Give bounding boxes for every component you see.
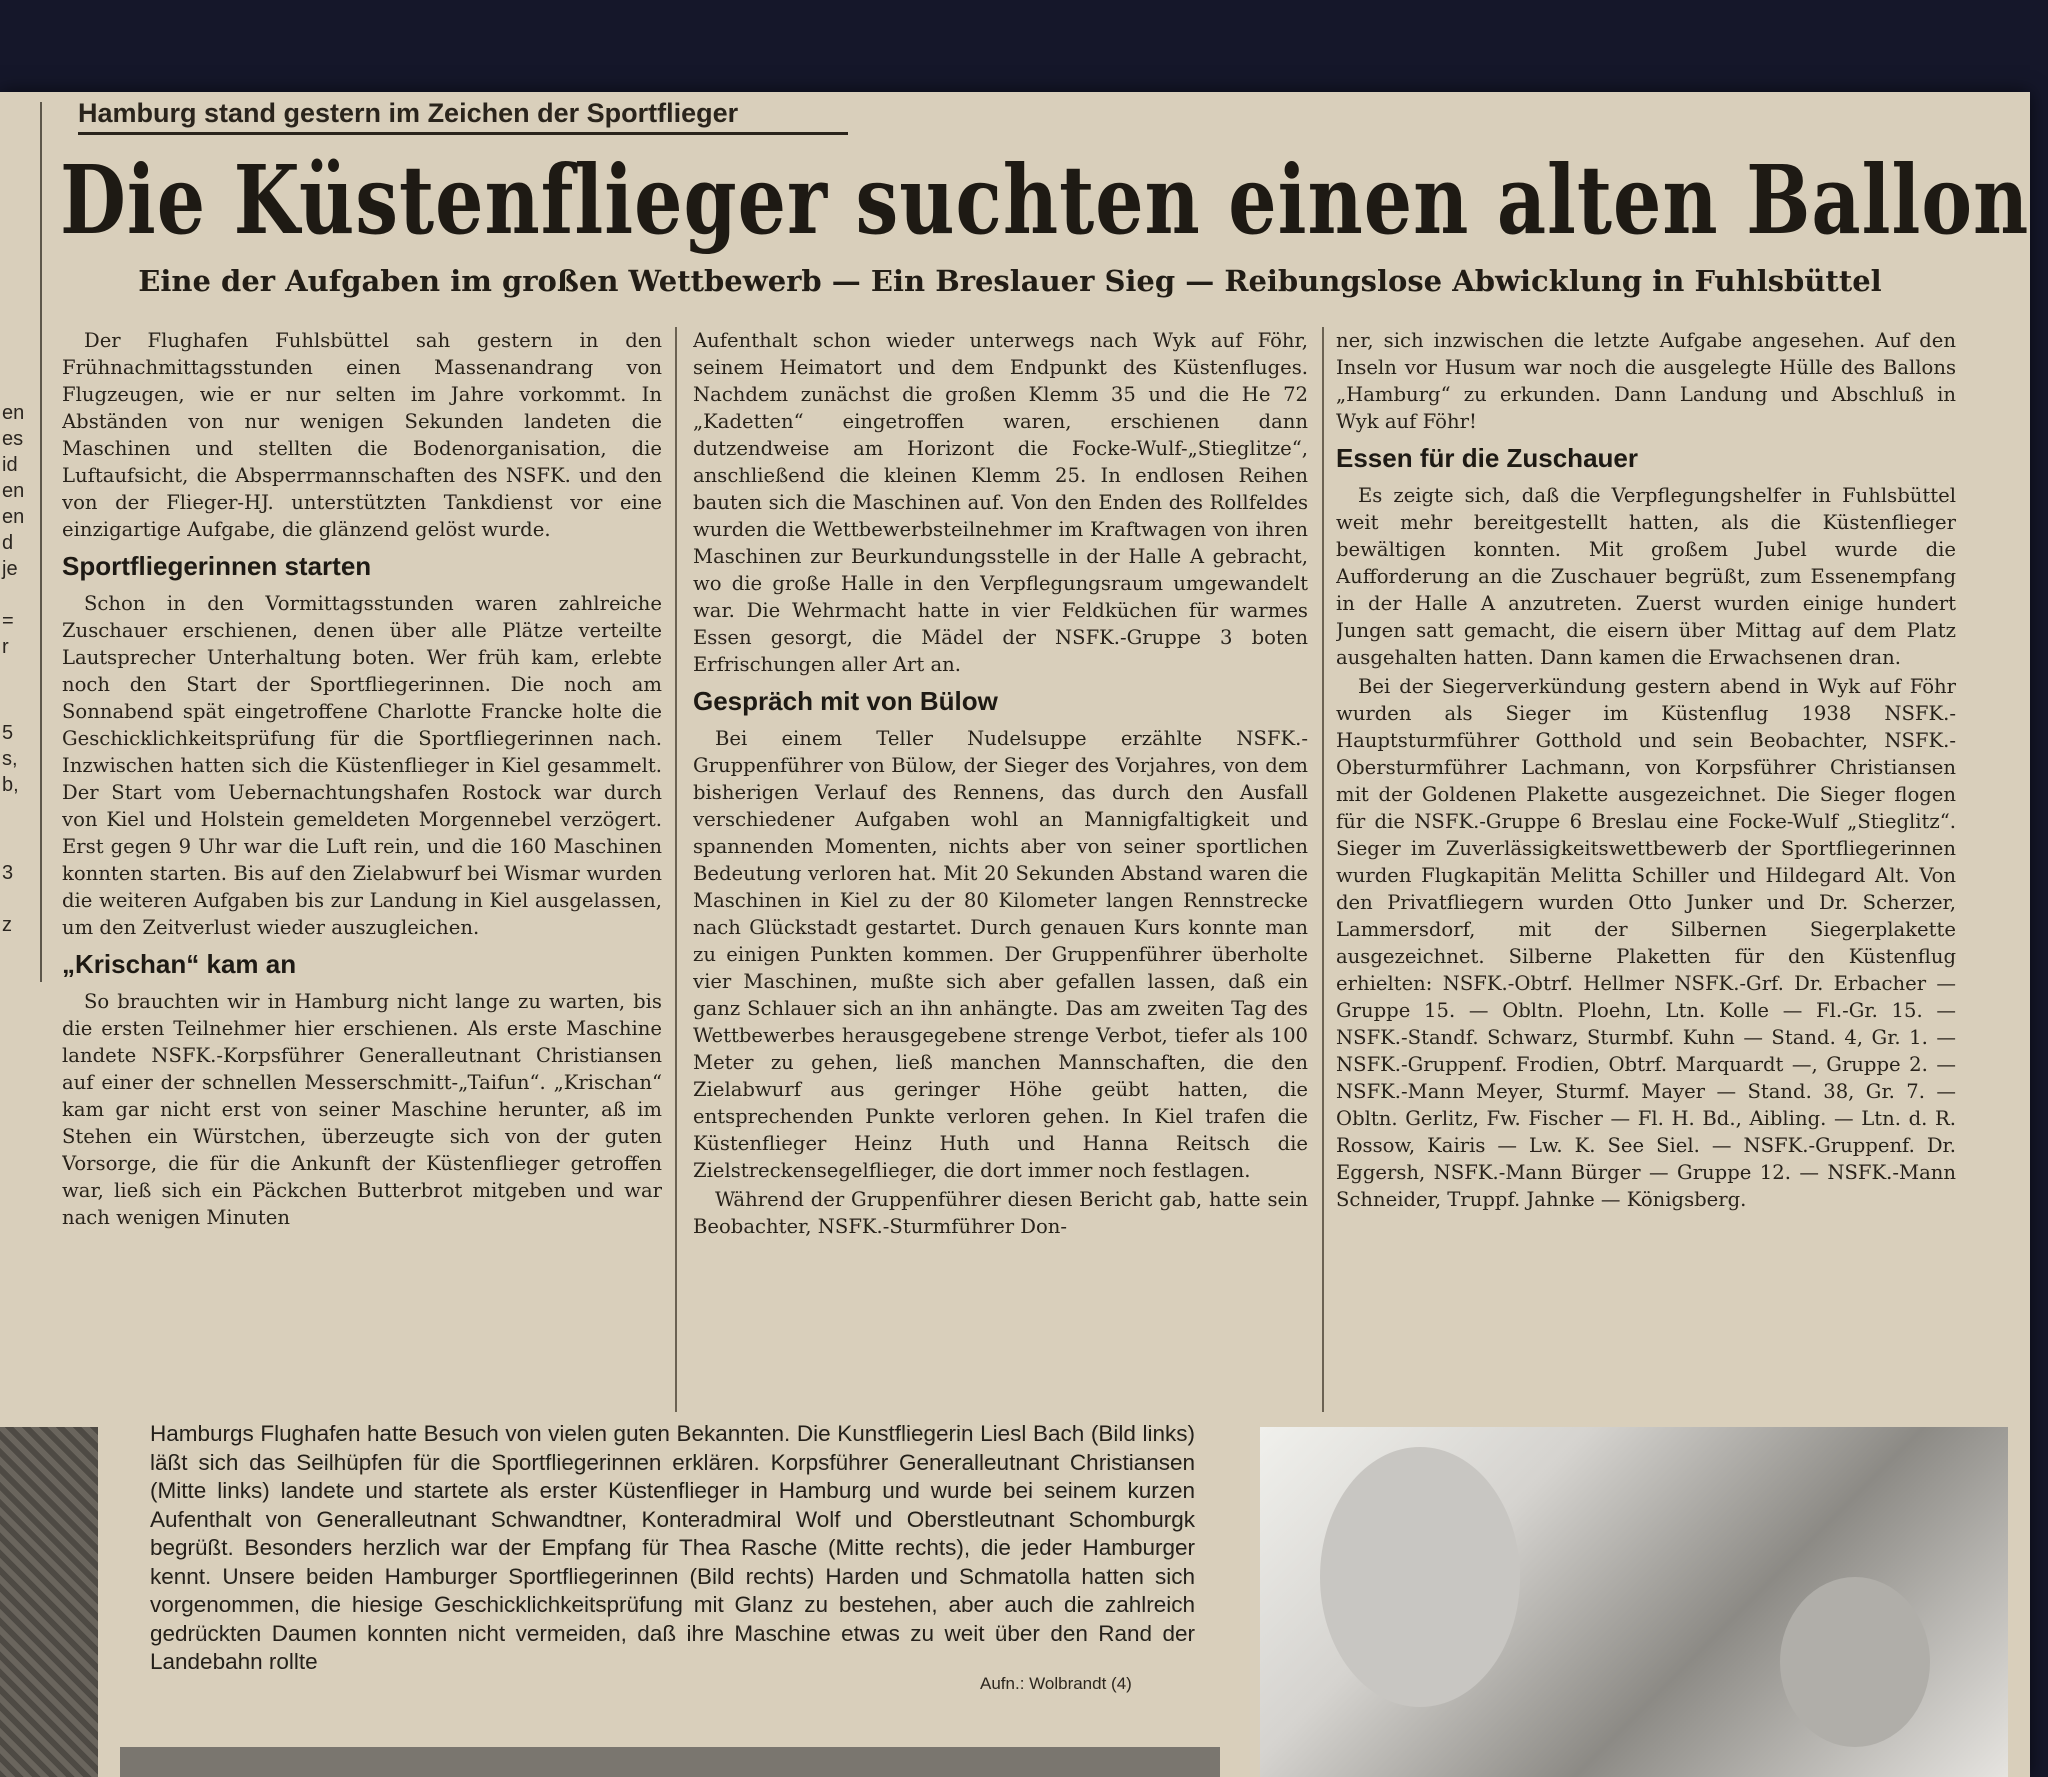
section-heading: „Krischan“ kam an bbox=[62, 949, 297, 979]
photo-credit: Aufn.: Wolbrandt (4) bbox=[980, 1674, 1132, 1693]
paragraph: Bei der Siegerverkündung gestern abend in Wyk auf Föhr wurden als Sieger im Küstenflug 1938 NSFK.-Hauptsturmführer Gotthold und sein Beobachter, NSFK.-Obersturmführer Lachmann, von Korpsführer Christiansen mit der Goldenen Plakette ausgezeichnet. Die Sieger flogen für die NSFK.-Gruppe 6 Breslau eine Focke-Wulf „Stieglitz“. Sieger im Zuverlässigkeitswettbewerb der Sportfliegerinnen wurden Flugkapitän Melitta Schiller und Hildegard Alt. Von den Privatfliegern wurden Otto Junker und Dr. Scherzer, Lammersdorf, mit der Silbernen Siegerplakette ausgezeichnet. Silberne Plaketten für den Küstenflug erhielten: NSFK.-Obtrf. Hellmer NSFK.-Grf. Dr. Erbacher — Gruppe 15. — Obltn. Ploehn, Ltn. Kolle — Fl.-Gr. 15. — NSFK.-Standf. Schwarz, Sturmbf. Kuhn — Stand. 4, Gr. 1. — NSFK.-Gruppenf. Frodien, Obtrf. Marquardt —, Gruppe 2. — NSFK.-Mann Meyer, Sturmf. Mayer — Stand. 38, Gr. 7. — Obltn. Gerlitz, Fw. Fischer — Fl. H. Bd., Aibling. — Ltn. d. R. Rossow, Kairis — Lw. K. See Siel. — NSFK.-Gruppenf. Dr. Eggersh, NSFK.-Mann Bürger — Gruppe 12. — NSFK.-Mann Schneider, Truppf. Jahnke — Königsberg. bbox=[1336, 675, 1956, 1211]
fragment-text: 3 bbox=[2, 862, 14, 884]
photo-strip bbox=[120, 1747, 1220, 1777]
fragment-text: d bbox=[2, 532, 14, 554]
column-rule bbox=[1322, 327, 1324, 1412]
paragraph: Bei einem Teller Nudelsuppe erzählte NSFK.-Gruppenführer von Bülow, der Sieger des Vorjahres, von dem bisherigen Verlauf des Rennens, das durch den Ausfall verschiedener Aufgaben wohl an Mannigfaltigkeit und spannenden Momenten, nichts aber von seiner sportlichen Bedeutung verloren hat. Mit 20 Sekunden Abstand waren die Maschinen in Kiel zu der 80 Kilometer langen Rennstrecke nach Glückstadt gestartet. Durch genauen Kurs konnte man zu einigen Punkten kommen. Der Gruppenführer überholte vier Maschinen, mußte sich aber gefallen lassen, daß ein ganz Schlauer sich an ihn anhängte. Das am zweiten Tag des Wettbewerbes herausgegebene strenge Verbot, tiefer als 100 Meter zu gehen, ließ manchen Mannschaften, die den Zielabwurf aus geringer Höhe geübt hatten, die entsprechenden Punkte verloren gehen. In Kiel trafen die Küstenflieger Heinz Huth und Hanna Reitsch die Zielstreckensegelflieger, die dort immer noch festlagen. bbox=[693, 727, 1308, 1182]
fragment-text: je bbox=[2, 558, 18, 580]
photo-figure bbox=[1780, 1577, 1930, 1747]
adjacent-column-fragment bbox=[0, 102, 42, 982]
article-column-1 bbox=[62, 327, 662, 1432]
fragment-text: es bbox=[2, 428, 24, 450]
fragment-text: z bbox=[2, 914, 12, 936]
fragment-text: s, bbox=[2, 748, 18, 770]
newspaper-clipping bbox=[0, 92, 2030, 1777]
fragment-text: en bbox=[2, 402, 25, 424]
photo-left bbox=[0, 1427, 98, 1777]
kicker-line: Hamburg stand gestern im Zeichen der Sportflieger bbox=[78, 98, 848, 135]
section-heading: Gespräch mit von Bülow bbox=[693, 686, 998, 716]
fragment-text: r bbox=[2, 636, 9, 658]
paragraph: Aufenthalt schon wieder unterwegs nach Wyk auf Föhr, seinem Heimatort und dem Endpunkt des Küstenfluges. Nachdem zunächst die großen Klemm 35 und die He 72 „Kadetten“ eingetroffen waren, erschienen dann dutzendweise am Horizont die Focke-Wulf-„Stieglitze“, anschließend die kleinen Klemm 25. In endlosen Reihen bauten sich die Maschinen auf. Von den Enden des Rollfeldes wurden die Wettbewerbsteilnehmer im Kraftwagen von ihren Maschinen zur Beurkundungsstelle in der Halle A gebracht, wo die große Halle in den Verpflegungsraum umgewandelt war. Die Wehrmacht hatte in vier Feldküchen für warmes Essen gesorgt, die Mädel der NSFK.-Gruppe 3 boten Erfrischungen aller Art an. bbox=[693, 329, 1308, 676]
photo-figure bbox=[1320, 1447, 1520, 1707]
paragraph: Es zeigte sich, daß die Verpflegungshelfer in Fuhlsbüttel weit mehr bereitgestellt hatten, als die Küstenflieger bewältigen konnten. Mit großem Jubel wurde die Aufforderung an die Zuschauer begrüßt, zum Essenempfang in der Halle A anzutreten. Zuerst wurden einige hundert Jungen satt gemacht, die eisern über Mittag auf dem Platz ausgehalten hatten. Dann kamen die Erwachsenen dran. bbox=[1336, 484, 1956, 669]
fragment-text: b, bbox=[2, 774, 19, 796]
fragment-text: 5 bbox=[2, 722, 14, 744]
section-heading: Essen für die Zuschauer bbox=[1336, 443, 1638, 473]
paragraph: Schon in den Vormittagsstunden waren zahlreiche Zuschauer erschienen, denen über alle Plätze verteilte Lautsprecher Unterhaltung boten. Wer früh kam, erlebte noch den Start der Sportfliegerinnen. Die noch am Sonnabend spät eingetroffene Charlotte Francke holte die Geschicklichkeitsprüfung für die Sportfliegerinnen nach. Inzwischen hatten sich die Küstenflieger in Kiel gesammelt. Der Start vom Uebernachtungshafen Rostock war durch von Kiel und Holstein gemeldeten Morgennebel verzögert. Erst gegen 9 Uhr war die Luft rein, und die 160 Maschinen konnten starten. Bis auf den Zielabwurf bei Wismar wurden die weiteren Aufgaben bis zur Landung in Kiel ausgelassen, um den Zeitverlust wieder auszugleichen. bbox=[62, 592, 662, 939]
paragraph: ner, sich inzwischen die letzte Aufgabe angesehen. Auf den Inseln vor Husum war noch die ausgelegte Hülle des Ballons „Hamburg“ zu erkunden. Dann Landung und Abschluß in Wyk auf Föhr! bbox=[1336, 329, 1956, 433]
photo-caption: Hamburgs Flughafen hatte Besuch von vielen guten Bekannten. Die Kunstfliegerin Liesl Bach (Bild links) läßt sich das Seilhüpfen für die Sportfliegerinnen erklären. Korpsführer Generalleutnant Christiansen (Mitte links) landete und startete als erster Küstenflieger in Hamburg und wurde bei seinem kurzen Aufenthalt von Generalleutnant Schwandtner, Konteradmiral Wolf und Oberstleutnant Schomburgk begrüßt. Besonders herzlich war der Empfang für Thea Rasche (Mitte rechts), die jeder Hamburger kennt. Unsere beiden Hamburger Sportfliegerinnen (Bild rechts) Harden und Schmatolla hatten sich vorgenommen, die hiesige Geschicklichkeitsprüfung mit Glanz zu bestehen, aber auch die zahlreich gedrückten Daumen konnten nicht vermeiden, daß ihre Maschine etwas zu weit über den Rand der Landebahn rollte bbox=[150, 1421, 1195, 1674]
headline: Die Küstenflieger suchten einen alten Ballon bbox=[60, 144, 2030, 256]
paragraph: Der Flughafen Fuhlsbüttel sah gestern in den Frühnachmittagsstunden einen Massenandrang von Flugzeugen, wie er nur selten im Jahre vorkommt. In Abständen von nur wenigen Sekunden landeten die Maschinen und stellten die Bodenorganisation, die Luftaufsicht, die Absperrmannschaften des NSFK. und den von der Flieger-HJ. unterstützten Tankdienst vor eine einzigartige Aufgabe, die glänzend gelöst wurde. bbox=[62, 329, 662, 541]
fragment-text: en bbox=[2, 480, 25, 502]
photo-right bbox=[1260, 1427, 2008, 1777]
section-heading: Sportfliegerinnen starten bbox=[62, 551, 372, 581]
article-column-3 bbox=[1336, 327, 1956, 1432]
paragraph: Während der Gruppenführer diesen Bericht gab, hatte sein Beobachter, NSFK.-Sturmführer Don- bbox=[693, 1188, 1308, 1238]
column-rule bbox=[675, 327, 677, 1412]
fragment-text: en bbox=[2, 506, 25, 528]
paragraph: So brauchten wir in Hamburg nicht lange zu warten, bis die ersten Teilnehmer hier erschienen. Als erste Maschine landete NSFK.-Korpsführer Generalleutnant Christiansen auf einer der schnellen Messerschmitt-„Taifun“. „Krischan“ kam gar nicht erst von seiner Maschine herunter, aß im Stehen ein Würstchen, überzeugte sich von der guten Vorsorge, die für die Ankunft der Küstenflieger getroffen war, ließ sich ein Päckchen Butterbrot mitgeben und war nach wenigen Minuten bbox=[62, 990, 662, 1229]
article-column-2 bbox=[693, 327, 1308, 1432]
subheadline: Eine der Aufgaben im großen Wettbewerb — Ein Breslauer Sieg — Reibungslose Abwicklung in Fuhlsbüttel bbox=[138, 264, 1882, 298]
fragment-text: = bbox=[2, 610, 14, 632]
fragment-text: id bbox=[2, 454, 18, 476]
